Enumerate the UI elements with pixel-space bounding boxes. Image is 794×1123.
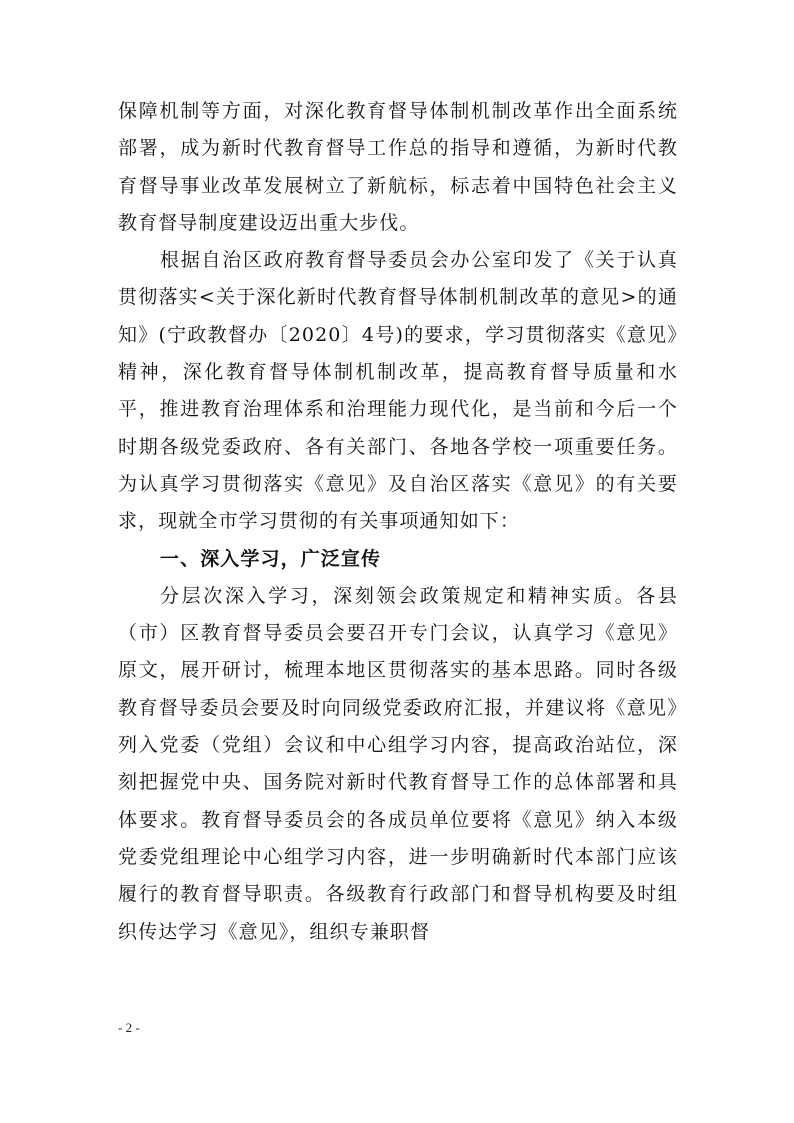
document-body <box>118 93 678 951</box>
paragraph-study: 分层次深入学习，深刻领会政策规定和精神实质。各县（市）区教育督导委员会要召开专门会议，认真学习《意见》原文，展开研讨，梳理本地区贯彻落实的基本思路。同时各级教育督导委员会要及时向同级党委政府汇报，并建议将《意见》列入党委（党组）会议和中心组学习内容，提高政治站位，深刻把握党中央、国务院对新时代教育督导工作的总体部署和具体要求。教育督导委员会的各成员单位要将《意见》纳入本级党委党组理论中心组学习内容，进一步明确新时代本部门应该履行的教育督导职责。各级教育行政部门和督导机构要及时组织传达学习《意见》，组织专兼职督 <box>118 584 678 943</box>
section-heading: 一、深入学习，广泛宣传 <box>160 547 382 570</box>
page-number: - 2 - <box>118 1020 140 1035</box>
paragraph-continuation: 保障机制等方面，对深化教育督导体制机制改革作出全面系统部署，成为新时代教育督导工作总的指导和遵循，为新时代教育督导事业改革发展树立了新航标，标志着中国特色社会主义教育督导制度建设迈出重大步伐。 <box>118 100 678 234</box>
paragraph-notice: 根据自治区政府教育督导委员会办公室印发了《关于认真贯彻落实<关于深化新时代教育督导体制机制改革的意见>的通知》(宁政教督办〔2020〕4号)的要求，学习贯彻落实《意见》精神，深化教育督导体制机制改革，提高教育督导质量和水平，推进教育治理体系和治理能力现代化，是当前和今后一个时期各级党委政府、各有关部门、各地各学校一项重要任务。为认真学习贯彻落实《意见》及自治区落实《意见》的有关要求，现就全市学习贯彻的有关事项通知如下： <box>118 249 678 533</box>
